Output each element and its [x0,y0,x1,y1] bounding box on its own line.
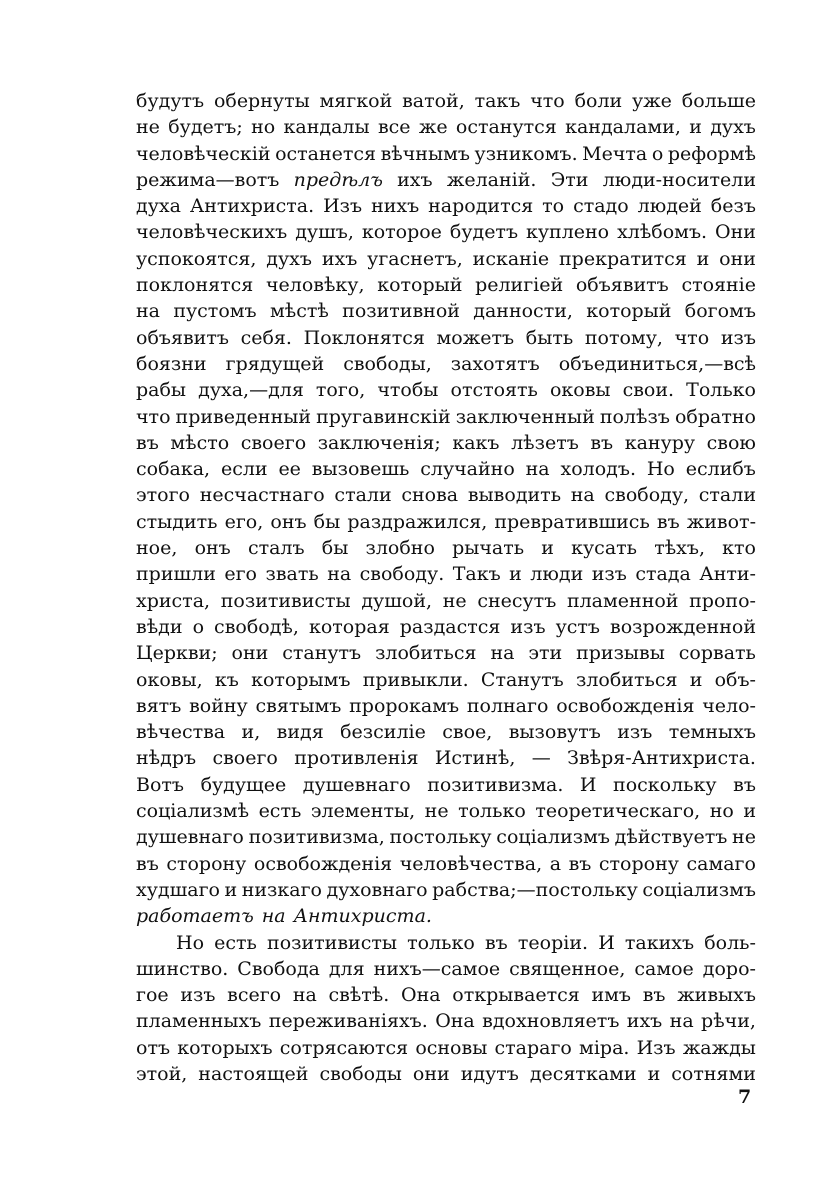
text-line: режима—вотъ предѣлъ ихъ желаній. Эти люди-носители [136,168,756,191]
text-line: Но есть позитивисты только въ теоріи. И такихъ боль- [176,931,756,954]
text-line: человѣческихъ душъ, которое будетъ куплено хлѣбомъ. Они [136,221,756,244]
text-line: будутъ обернуты мягкой ватой, такъ что боли уже больше [136,90,756,112]
text-line: вѣчества и, видя безсиліе свое, вызовутъ изъ темныхъ [136,721,756,744]
text-line: пламенныхъ переживаніяхъ. Она вдохновляетъ ихъ на рѣчи, [136,1010,756,1033]
text-line: поклонятся человѣку, который религіей объявитъ стояніе [136,274,756,297]
text-line: оковы, къ которымъ привыкли. Станутъ злобиться и объ- [136,668,756,691]
text-line: собака, если ее вызовешь случайно на холодъ. Но еслибъ [136,458,756,481]
text-line: душевнаго позитивизма, постольку соціализмъ дѣйствуетъ не [136,826,756,849]
text-line: этого несчастнаго стали снова выводить на свободу, стали [136,484,756,507]
text-line: нѣдръ своего противленія Истинѣ, — Звѣря-Антихриста. [136,747,756,770]
text-line: шинство. Свобода для нихъ—самое священное, самое доро- [136,957,756,980]
text-line: не будетъ; но кандалы все же останутся кандалами, и духъ [136,116,756,139]
text-line: объявитъ себя. Поклонятся можетъ быть потому, что изъ [136,326,756,349]
text-line: успокоятся, духъ ихъ угаснетъ, исканіе прекратится и они [136,247,756,270]
text-line: работаетъ на Антихриста. [136,905,432,928]
page-number: 7 [738,1086,752,1108]
text-line: пришли его звать на свободу. Такъ и люди изъ стада Анти- [136,563,756,586]
text-line: стыдить его, онъ бы раздражился, превратившись въ живот- [136,510,756,533]
text-line: въ мѣсто своего заключенія; какъ лѣзетъ въ кануру свою [136,431,756,454]
text-line: гое изъ всего на свѣтѣ. Она открывается имъ въ живыхъ [136,984,756,1007]
text-line: вятъ войну святымъ пророкамъ полнаго освобожденія чело- [136,694,756,717]
text-line: что приведенный пругавинскій заключенный полѣзъ обратно [136,405,756,428]
text-line: рабы духа,—для того, чтобы отстоять оковы свои. Только [136,379,756,402]
text-line: на пустомъ мѣстѣ позитивной данности, который богомъ [136,300,756,323]
text-line: ное, онъ сталъ бы злобно рычать и кусать тѣхъ, кто [136,537,756,560]
text-line: Церкви; они станутъ злобиться на эти призывы сорвать [136,642,756,665]
text-line: худшаго и низкаго духовнаго рабства;—постольку соціализмъ [136,878,756,901]
text-line: Вотъ будущее душевнаго позитивизма. И поскольку въ [136,773,756,796]
text-line: человѣческій останется вѣчнымъ узникомъ. Мечта о реформѣ [136,142,756,165]
text-line: вѣди о свободѣ, которая раздастся изъ устъ возрожденной [136,615,756,638]
text-line: отъ которыхъ сотрясаются основы стараго міра. Изъ жажды [136,1036,756,1059]
body-text [136,88,756,1087]
text-line: въ сторону освобожденія человѣчества, а въ сторону самаго [136,852,756,875]
text-line: боязни грядущей свободы, захотятъ объединиться,—всѣ [136,352,756,375]
text-line: христа, позитивисты душой, не снесутъ пламенной пропо- [136,589,756,612]
text-line: духа Антихриста. Изъ нихъ народится то стадо людей безъ [136,195,756,218]
text-line: соціализмѣ есть элементы, не только теоретическаго, но и [136,800,756,823]
text-line: этой, настоящей свободы они идутъ десятками и сотнями [136,1062,756,1085]
